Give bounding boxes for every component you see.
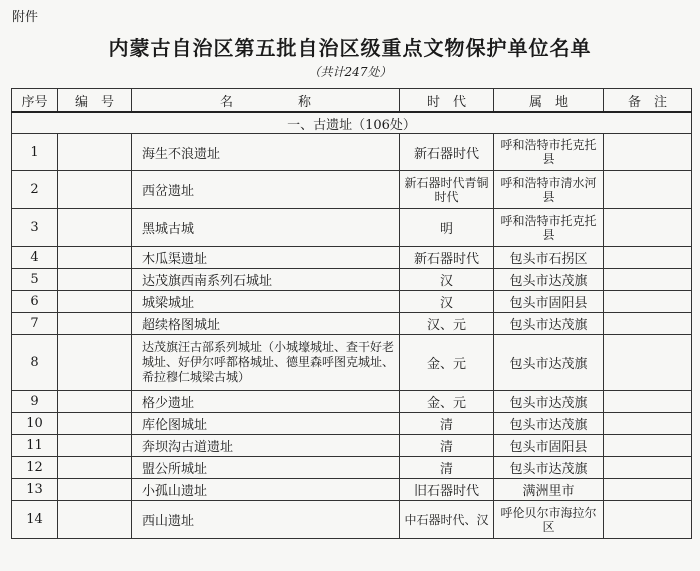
row-index: 3 — [12, 209, 58, 247]
row-location: 包头市达茂旗 — [494, 391, 604, 413]
table-row — [12, 269, 692, 291]
row-index: 7 — [12, 313, 58, 335]
row-code — [58, 171, 132, 209]
row-index: 14 — [12, 501, 58, 539]
row-name: 盟公所城址 — [132, 457, 400, 479]
row-code — [58, 247, 132, 269]
table-row — [12, 313, 692, 335]
row-era: 新石器时代青铜时代 — [400, 171, 494, 209]
row-era: 汉 — [400, 269, 494, 291]
row-code — [58, 291, 132, 313]
row-index: 8 — [12, 335, 58, 391]
row-code — [58, 335, 132, 391]
row-era: 旧石器时代 — [400, 479, 494, 501]
row-location: 包头市固阳县 — [494, 435, 604, 457]
row-location: 包头市达茂旗 — [494, 413, 604, 435]
row-name: 超续格图城址 — [132, 313, 400, 335]
row-code — [58, 435, 132, 457]
table-row — [12, 209, 692, 247]
row-code — [58, 134, 132, 171]
row-era: 新石器时代 — [400, 247, 494, 269]
row-note — [604, 269, 692, 291]
row-code — [58, 391, 132, 413]
row-location: 包头市石拐区 — [494, 247, 604, 269]
row-note — [604, 291, 692, 313]
row-name: 海生不浪遗址 — [132, 134, 400, 171]
row-name: 达茂旗汪古部系列城址（小城壕城址、查干好老城址、好伊尔呼都格城址、德里森呼图克城址、希拉穆仁城梁古城） — [132, 335, 400, 391]
row-era: 清 — [400, 435, 494, 457]
row-era: 金、元 — [400, 335, 494, 391]
row-note — [604, 171, 692, 209]
header-location: 属 地 — [494, 89, 604, 113]
header-index: 序号 — [12, 89, 58, 113]
table-row — [12, 501, 692, 539]
table-row — [12, 134, 692, 171]
table-row — [12, 247, 692, 269]
row-note — [604, 313, 692, 335]
row-location: 包头市达茂旗 — [494, 313, 604, 335]
category-label: 一、古遗址（106处） — [12, 112, 692, 134]
row-code — [58, 209, 132, 247]
table-row — [12, 457, 692, 479]
row-index: 12 — [12, 457, 58, 479]
row-era: 金、元 — [400, 391, 494, 413]
header-name: 名 称 — [132, 89, 400, 113]
row-location: 包头市达茂旗 — [494, 457, 604, 479]
table-row — [12, 391, 692, 413]
row-note — [604, 209, 692, 247]
row-index: 10 — [12, 413, 58, 435]
row-location: 包头市达茂旗 — [494, 335, 604, 391]
table-row — [12, 435, 692, 457]
row-era: 新石器时代 — [400, 134, 494, 171]
page-title: 内蒙古自治区第五批自治区级重点文物保护单位名单 — [108, 36, 592, 60]
row-era: 清 — [400, 457, 494, 479]
row-index: 9 — [12, 391, 58, 413]
attachment-label: 附件 — [12, 10, 39, 25]
row-location: 呼和浩特市托克托县 — [494, 209, 604, 247]
row-name: 西岔遗址 — [132, 171, 400, 209]
row-index: 1 — [12, 134, 58, 171]
row-index: 13 — [12, 479, 58, 501]
row-location: 呼和浩特市清水河县 — [494, 171, 604, 209]
row-note — [604, 501, 692, 539]
page-subtitle: （共计247处） — [308, 65, 392, 79]
header-era: 时 代 — [400, 89, 494, 113]
row-code — [58, 313, 132, 335]
table-header-row — [12, 89, 692, 113]
row-note — [604, 134, 692, 171]
row-name: 库伦图城址 — [132, 413, 400, 435]
row-name: 城梁城址 — [132, 291, 400, 313]
row-location: 呼和浩特市托克托县 — [494, 134, 604, 171]
row-code — [58, 479, 132, 501]
row-era: 中石器时代、汉 — [400, 501, 494, 539]
row-code — [58, 501, 132, 539]
row-note — [604, 335, 692, 391]
heritage-list-table — [11, 88, 692, 539]
header-code: 编 号 — [58, 89, 132, 113]
row-index: 6 — [12, 291, 58, 313]
table-row — [12, 291, 692, 313]
row-location: 呼伦贝尔市海拉尔区 — [494, 501, 604, 539]
row-note — [604, 247, 692, 269]
row-location: 包头市固阳县 — [494, 291, 604, 313]
row-code — [58, 269, 132, 291]
row-era: 清 — [400, 413, 494, 435]
row-era: 汉、元 — [400, 313, 494, 335]
row-era: 明 — [400, 209, 494, 247]
row-note — [604, 413, 692, 435]
row-index: 5 — [12, 269, 58, 291]
table-row — [12, 171, 692, 209]
table-row — [12, 335, 692, 391]
row-code — [58, 413, 132, 435]
row-name: 黑城古城 — [132, 209, 400, 247]
table-row — [12, 479, 692, 501]
row-index: 4 — [12, 247, 58, 269]
row-name: 西山遗址 — [132, 501, 400, 539]
row-note — [604, 391, 692, 413]
header-note: 备 注 — [604, 89, 692, 113]
category-row — [12, 112, 692, 134]
row-note — [604, 457, 692, 479]
row-code — [58, 457, 132, 479]
row-era: 汉 — [400, 291, 494, 313]
row-location: 满洲里市 — [494, 479, 604, 501]
row-location: 包头市达茂旗 — [494, 269, 604, 291]
row-index: 2 — [12, 171, 58, 209]
row-name: 木瓜渠遗址 — [132, 247, 400, 269]
table-row — [12, 413, 692, 435]
row-note — [604, 435, 692, 457]
row-name: 奔坝沟古道遗址 — [132, 435, 400, 457]
row-index: 11 — [12, 435, 58, 457]
row-note — [604, 479, 692, 501]
row-name: 格少遗址 — [132, 391, 400, 413]
row-name: 达茂旗西南系列石城址 — [132, 269, 400, 291]
row-name: 小孤山遗址 — [132, 479, 400, 501]
